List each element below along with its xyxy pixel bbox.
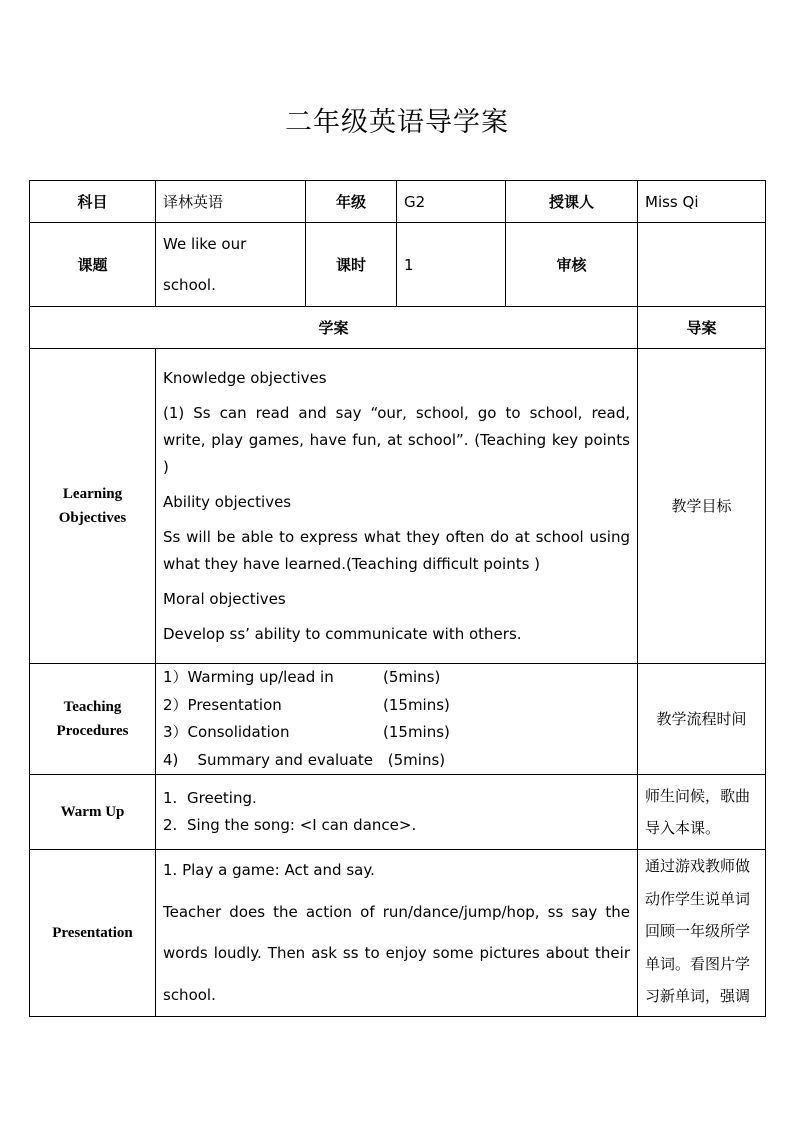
presentation-guide: 通过游戏教师做动作学生说单词回顾一年级所学单词。看图片学习新单词，强调 [638,850,766,1017]
review-value [638,223,766,307]
presentation-content [156,850,638,1017]
period-label: 课时 [306,223,397,307]
grade-value: G2 [397,181,506,223]
teacher-label: 授课人 [506,181,638,223]
subject-label: 科目 [30,181,156,223]
topic-line-1: We like our [163,235,247,253]
ability-text: Ss will be able to express what they often do at school using what they have learned.(Teaching difficult points ) [163,527,630,573]
list-item-number: 2. [163,816,178,834]
procedures-row [30,664,766,775]
document-title: 二年级英语导学案 [285,107,509,138]
procedure-step [163,664,630,692]
presentation-line-1: 1. Play a game: Act and say. [163,861,375,879]
presentation-line-2: Teacher does the action of run/dance/jump/hop, ss say the words loudly. Then ask ss to enjoy some pictures about their school. [163,902,630,1004]
objectives-row [30,349,766,664]
period-value: 1 [397,223,506,307]
warmup-guide: 师生问候，歌曲导入本课。 [638,775,766,850]
procedure-step-time: (5mins) [383,750,446,769]
objectives-label-line-1: Learning [62,486,123,502]
objectives-content [156,349,638,664]
header-row-2 [30,223,766,307]
review-label: 审核 [506,223,638,307]
procedure-step-time: (5mins) [383,668,441,686]
procedure-step-time: (15mins) [383,723,450,741]
list-item [163,812,630,839]
procedure-step-name: 2）Presentation [163,695,282,714]
procedure-step-name: 1）Warming up/lead in [163,668,334,686]
objectives-label-line-2: Objectives [58,510,127,526]
subject-value: 译林英语 [156,181,306,223]
procedures-content [156,664,638,775]
topic-line-2: school. [163,275,216,294]
guide-plan-header: 导案 [638,307,766,349]
procedures-label-line-2: Procedures [56,723,129,739]
study-plan-header: 学案 [30,307,638,349]
warmup-content [156,775,638,850]
procedures-label [30,664,156,775]
procedures-label-line-1: Teaching [63,699,122,715]
list-item-number: 1. [163,789,178,807]
presentation-label: Presentation [30,850,156,1017]
topic-value [156,223,306,307]
knowledge-text: (1) Ss can read and say “our, school, go to school, read, write, play games, have fun, at school”. (Teaching key points ) [163,403,630,476]
header-row-1 [30,181,766,223]
procedure-step-name: 4) Summary and evaluate [163,750,373,769]
topic-label: 课题 [30,223,156,307]
moral-text: Develop ss’ ability to communicate with others. [163,624,522,643]
procedure-step [163,747,630,775]
procedure-step [163,692,630,720]
list-item-text: Greeting. [187,789,257,807]
teacher-value: Miss Qi [638,181,766,223]
column-header-row [30,307,766,349]
list-item-text: Sing the song: <I can dance>. [187,816,417,834]
list-item [163,785,630,812]
procedure-step-time: (15mins) [383,695,450,714]
knowledge-heading: Knowledge objectives [163,368,327,387]
procedure-step-name: 3）Consolidation [163,723,290,741]
warmup-row [30,775,766,850]
warmup-label: Warm Up [30,775,156,850]
ability-heading: Ability objectives [163,492,292,511]
objectives-guide: 教学目标 [638,349,766,664]
moral-heading: Moral objectives [163,589,286,608]
grade-label: 年级 [306,181,397,223]
presentation-row [30,850,766,1017]
procedures-guide: 教学流程时间 [638,664,766,775]
procedure-step [163,719,630,747]
lesson-plan-table [29,180,766,1017]
objectives-label [30,349,156,664]
